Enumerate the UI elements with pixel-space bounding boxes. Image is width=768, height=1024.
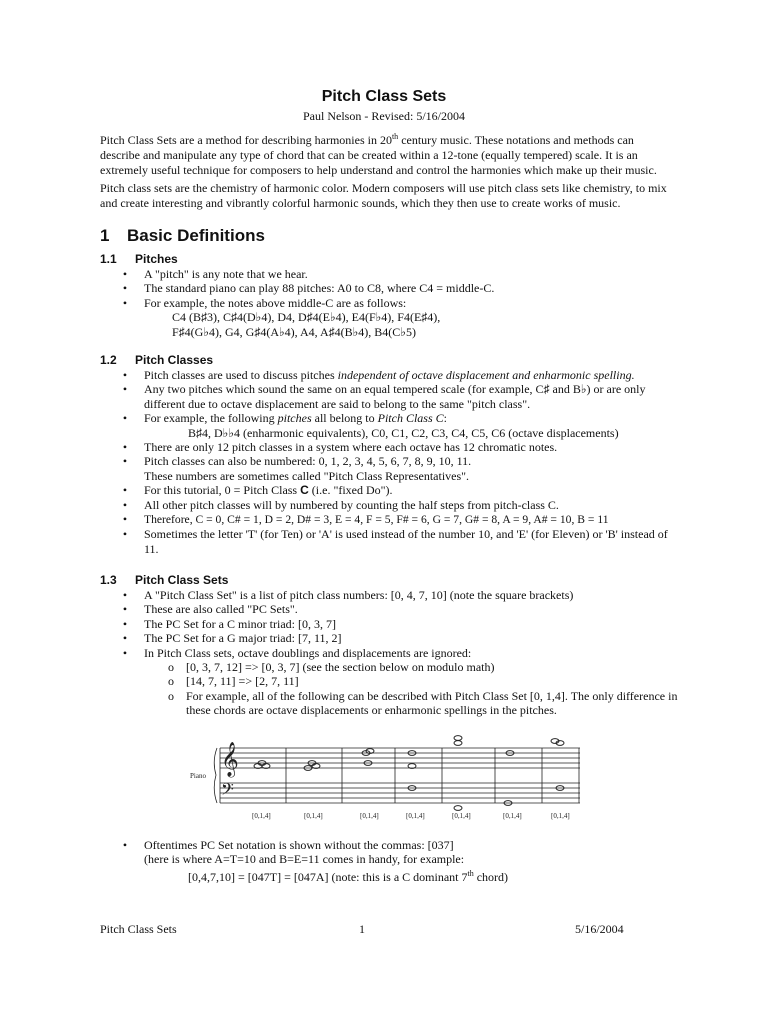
subsection-heading-1-2: 1.2 Pitch Classes	[100, 353, 214, 367]
list-item: • All other pitch classes will by numbered by counting the half steps from pitch-class C.	[122, 497, 559, 512]
sub-list-item: o [0, 3, 7, 12] => [0, 3, 7] (see the section below on modulo math)	[168, 660, 495, 675]
footer-date: 5/16/2004	[575, 922, 624, 936]
page-title: Pitch Class Sets	[321, 88, 447, 105]
list-item: • Pitch classes can also be numbered: 0, 1, 2, 3, 4, 5, 6, 7, 8, 9, 10, 11. These numbers are sometimes called "Pitch Class Representatives".	[122, 454, 472, 483]
list-item: • For example, the notes above middle-C are as follows: C4 (B♯3), C♯4(D♭4), D4, D♯4(E♭4), E4(F♭4), F4(E♯4), F♯4(G♭4), G4, G♯4(A♭4), A4, A♯4(B♭4), B4(C♭5)	[122, 295, 441, 339]
chord-notes	[254, 736, 564, 811]
list-item: • Oftentimes PC Set notation is shown without the commas: [037] (here is where A=T=10 and B=E=11 comes in handy, for example: [0,4,7,10] = [047T] = [047A] (note: this is a C dominant 7th chord)	[122, 838, 509, 884]
subsection-heading-1-3: 1.3 Pitch Class Sets	[100, 573, 229, 587]
pitch-classes-list	[120, 368, 680, 556]
list-item: • Therefore, C = 0, C# = 1, D = 2, D# = 3, E = 4, F = 5, F# = 6, G = 7, G# = 8, A = 9, A# = 10, B = 11	[122, 512, 609, 527]
chord-label: [0,1,4]	[503, 812, 522, 820]
list-item: • Sometimes the letter 'T' (for Ten) or 'A' is used instead of the number 10, and 'E' (for Eleven) or 'B' instead of 11.	[122, 527, 668, 556]
list-item: • A "Pitch Class Set" is a list of pitch class numbers: [0, 4, 7, 10] (note the square brackets)	[122, 588, 574, 602]
footer-left: Pitch Class Sets	[100, 922, 177, 936]
intro-paragraph-1: Pitch Class Sets are a method for describing harmonies in 20th century music. These notations and methods can describe and manipulate any type of chord that can be created within a 12-tone (equally tempered) scale. It is an extremely useful technique for composers to help understand and control the harmonies which make up their music.	[100, 132, 657, 178]
sub-list-item: o For example, all of the following can be described with Pitch Class Set [0, 1,4]. The only difference in these chords are octave displacements or enharmonic spellings in the pitches.	[168, 688, 678, 718]
list-item: • The PC Set for a C minor triad: [0, 3, 7]	[122, 616, 336, 631]
list-item: • For this tutorial, 0 = Pitch Class C (i.e. "fixed Do").	[122, 483, 393, 498]
sub-list-item: o [14, 7, 11] => [2, 7, 11]	[168, 674, 299, 689]
chord-label: [0,1,4]	[452, 812, 471, 820]
list-item: • In Pitch Class sets, octave doublings and displacements are ignored: o [0, 3, 7, 12] => [0, 3, 7] (see the section below on modulo math) o [14, 7, 11] => [2, 7, 11] o For example, all of the following can be described with Pitch Class Set [0, 1,4]. The only difference in these chords are octave displacements or enharmonic spellings in the pitches.	[120, 646, 680, 718]
list-item: • The PC Set for a G major triad: [7, 11, 2]	[122, 631, 342, 646]
author-line: Paul Nelson - Revised: 5/16/2004	[303, 109, 465, 123]
chord-label: [0,1,4]	[406, 812, 425, 820]
grand-staff	[214, 748, 580, 803]
list-item: • There are only 12 pitch classes in a system where each octave has 12 chromatic notes.	[122, 440, 558, 455]
subsection-heading-1-1: 1.1 Pitches	[100, 252, 178, 266]
list-item: • A "pitch" is any note that we hear.	[122, 267, 308, 281]
pc-set-notation-list	[120, 838, 680, 884]
list-item: • Pitch classes are used to discuss pitches independent of octave displacement and enharmonic spelling.	[122, 368, 635, 382]
chord-label: [0,1,4]	[360, 812, 379, 820]
pitches-list	[120, 267, 680, 339]
chord-labels	[252, 812, 570, 820]
instrument-label: Piano	[190, 772, 206, 780]
music-notation-figure	[190, 726, 590, 826]
chord-label: [0,1,4]	[551, 812, 570, 820]
bass-clef: 𝄢	[221, 781, 234, 803]
intro-paragraph-2: Pitch class sets are the chemistry of harmonic color. Modern composers will use pitch class sets like chemistry, to mix and create interesting and vibrantly colorful harmonic sounds, which they then use to create works of music.	[100, 181, 667, 211]
list-item: • For example, the following pitches all belong to Pitch Class C: B♯4, D♭♭4 (enharmonic equivalents), C0, C1, C2, C3, C4, C5, C6 (octave displacements)	[122, 411, 619, 440]
pitch-class-sets-list	[120, 588, 680, 718]
list-item: • The standard piano can play 88 pitches: A0 to C8, where C4 = middle-C.	[122, 281, 495, 296]
list-item: • These are also called "PC Sets".	[122, 602, 298, 617]
treble-clef: 𝄞	[221, 743, 239, 776]
section-heading-1: 1 Basic Definitions	[100, 226, 265, 245]
chord-label: [0,1,4]	[304, 812, 323, 820]
chord-label: [0,1,4]	[252, 812, 271, 820]
list-item: • Any two pitches which sound the same on an equal tempered scale (for example, C♯ and B♭) or are only different due to octave displacement are said to belong to the same "pitch class".	[122, 382, 646, 411]
footer-page-number: 1	[359, 922, 365, 936]
